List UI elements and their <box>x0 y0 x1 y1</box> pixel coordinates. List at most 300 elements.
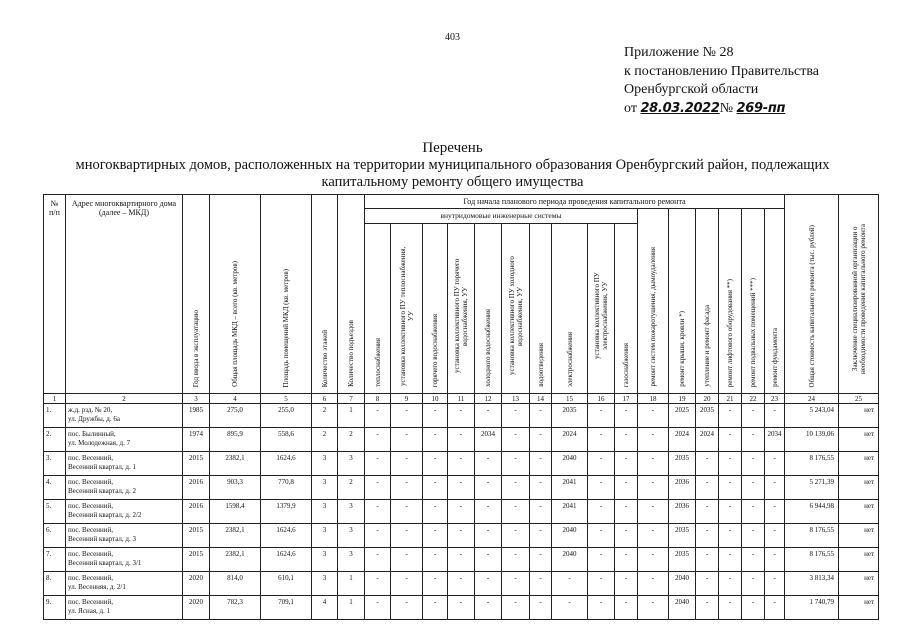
row-period-cell: - <box>615 500 638 524</box>
row-year: 2020 <box>183 572 210 596</box>
row-area: 1598,4 <box>210 500 261 524</box>
row-year: 1985 <box>183 404 210 428</box>
row-conclusion: нет <box>839 452 879 476</box>
column-index: 11 <box>448 394 475 404</box>
column-index: 23 <box>765 394 785 404</box>
row-period-cell: - <box>552 572 588 596</box>
address-line-2: ул. Дружбы, д. 6а <box>68 415 120 423</box>
row-number: 4. <box>44 476 66 500</box>
row-period-cell: - <box>475 548 502 572</box>
row-number: 3. <box>44 452 66 476</box>
address-line-1: пос. Весенний, <box>68 574 114 582</box>
row-period-cell: - <box>588 572 615 596</box>
row-period-cell: - <box>423 572 448 596</box>
row-period-cell: - <box>448 524 475 548</box>
column-index: 25 <box>839 394 879 404</box>
row-period-cell: - <box>615 428 638 452</box>
row-year: 2016 <box>183 500 210 524</box>
row-cost: 1 740,79 <box>785 596 839 620</box>
row-period-cell: - <box>765 524 785 548</box>
header-system-2: установка коллективного ПУ теплоснабжения, УУ <box>391 223 423 393</box>
row-period-cell: - <box>588 404 615 428</box>
header-systems-group: внутридомовые инженерные системы <box>365 209 638 224</box>
column-index: 2 <box>66 394 183 404</box>
row-period-cell: 2040 <box>552 524 588 548</box>
row-address <box>66 572 183 596</box>
row-prem: 558,6 <box>261 428 312 452</box>
row-period-cell: - <box>638 596 669 620</box>
row-period-cell: - <box>765 548 785 572</box>
row-floors: 3 <box>312 524 338 548</box>
row-period-cell: - <box>719 428 742 452</box>
row-period-cell: - <box>365 596 391 620</box>
address-line-2: ул. Молодежная, д. 7 <box>68 439 131 447</box>
appendix-line-3: Оренбургской области <box>624 82 759 97</box>
row-period-cell: - <box>765 596 785 620</box>
row-period-cell: - <box>423 548 448 572</box>
row-address <box>66 452 183 476</box>
row-cost: 8 176,55 <box>785 548 839 572</box>
row-period-cell: - <box>475 572 502 596</box>
row-period-cell: 2034 <box>475 428 502 452</box>
table-row <box>44 476 879 500</box>
row-period-cell: - <box>719 476 742 500</box>
row-period-cell: - <box>475 596 502 620</box>
row-period-cell: - <box>391 500 423 524</box>
row-ent: 3 <box>338 524 365 548</box>
header-period-group: Год начала планового периода проведения капитального ремонта <box>365 195 785 209</box>
header-system-6: установка коллективного ПУ холодного водоснабжения, УУ <box>502 223 530 393</box>
row-period-cell: - <box>638 428 669 452</box>
row-address <box>66 596 183 620</box>
row-ent: 3 <box>338 500 365 524</box>
row-conclusion: нет <box>839 500 879 524</box>
row-period-cell: 2041 <box>552 476 588 500</box>
row-period-cell: - <box>423 596 448 620</box>
column-index: 1 <box>44 394 66 404</box>
row-period-cell: 2040 <box>669 596 696 620</box>
row-cost: 8 176,55 <box>785 452 839 476</box>
address-line-2: Весенний квартал, д. 3/1 <box>68 559 142 567</box>
column-index: 5 <box>261 394 312 404</box>
row-period-cell: - <box>365 524 391 548</box>
row-period-cell: - <box>615 452 638 476</box>
row-prem: 1624,6 <box>261 524 312 548</box>
row-period-cell: - <box>448 548 475 572</box>
row-period-cell: 2035 <box>669 548 696 572</box>
row-period-cell: - <box>638 404 669 428</box>
row-floors: 3 <box>312 572 338 596</box>
column-index: 3 <box>183 394 210 404</box>
row-period-cell: - <box>502 452 530 476</box>
row-period-cell: - <box>719 596 742 620</box>
row-period-cell: - <box>530 404 552 428</box>
table-row <box>44 452 879 476</box>
from-label: от <box>624 100 637 116</box>
header-conclusion: Заключение специализированной организации о необходимости проведения капитального ремонта <box>839 195 879 394</box>
row-period-cell: - <box>719 404 742 428</box>
column-index: 20 <box>696 394 719 404</box>
row-period-cell: - <box>448 476 475 500</box>
row-period-cell: - <box>530 500 552 524</box>
row-address <box>66 500 183 524</box>
decree-number: 269-пп <box>736 100 786 116</box>
row-period-cell: - <box>391 428 423 452</box>
header-system-5: холодного водоснабжения <box>475 223 502 393</box>
row-conclusion: нет <box>839 404 879 428</box>
row-period-cell: - <box>588 452 615 476</box>
header-work-6: ремонт фундамента <box>765 209 785 394</box>
row-floors: 3 <box>312 476 338 500</box>
row-period-cell: - <box>448 572 475 596</box>
header-system-7: водоотведения <box>530 223 552 393</box>
row-period-cell: - <box>742 548 765 572</box>
row-period-cell: - <box>365 572 391 596</box>
row-period-cell: - <box>502 404 530 428</box>
column-index: 19 <box>669 394 696 404</box>
row-period-cell: - <box>475 524 502 548</box>
row-period-cell: - <box>475 476 502 500</box>
row-period-cell: 2034 <box>765 428 785 452</box>
row-period-cell: - <box>502 428 530 452</box>
row-year: 2020 <box>183 596 210 620</box>
row-ent: 2 <box>338 428 365 452</box>
row-period-cell: - <box>502 524 530 548</box>
row-period-cell: - <box>742 596 765 620</box>
row-period-cell: - <box>719 548 742 572</box>
row-area: 275,0 <box>210 404 261 428</box>
column-index: 8 <box>365 394 391 404</box>
column-index: 13 <box>502 394 530 404</box>
row-period-cell: 2036 <box>669 500 696 524</box>
row-ent: 3 <box>338 452 365 476</box>
header-total-area: Общая площадь МКД – всего (кв. метров) <box>210 195 261 394</box>
header-entrances: Количество подъездов <box>338 195 365 394</box>
row-period-cell: - <box>588 524 615 548</box>
row-cost: 10 139,06 <box>785 428 839 452</box>
row-period-cell: - <box>696 476 719 500</box>
page-number: 403 <box>445 32 460 43</box>
row-period-cell: - <box>365 548 391 572</box>
header-work-5: ремонт подвальных помещений ***) <box>742 209 765 394</box>
row-period-cell: - <box>719 572 742 596</box>
row-period-cell: - <box>638 524 669 548</box>
row-period-cell: - <box>502 500 530 524</box>
row-period-cell: - <box>448 500 475 524</box>
row-year: 2015 <box>183 452 210 476</box>
row-cost: 3 813,34 <box>785 572 839 596</box>
address-line-1: ж.д. рзд. № 20, <box>68 406 113 414</box>
row-period-cell: - <box>530 476 552 500</box>
row-period-cell: 2040 <box>552 548 588 572</box>
row-year: 2015 <box>183 524 210 548</box>
row-period-cell: - <box>742 452 765 476</box>
row-period-cell: 2025 <box>669 404 696 428</box>
row-period-cell: - <box>719 524 742 548</box>
row-address <box>66 428 183 452</box>
row-period-cell: - <box>615 572 638 596</box>
row-cost: 6 944,98 <box>785 500 839 524</box>
row-number: 2. <box>44 428 66 452</box>
row-ent: 1 <box>338 404 365 428</box>
column-index: 15 <box>552 394 588 404</box>
row-period-cell: - <box>530 548 552 572</box>
row-period-cell: - <box>530 428 552 452</box>
row-period-cell: - <box>765 452 785 476</box>
row-floors: 3 <box>312 548 338 572</box>
header-work-3: утепление и ремонт фасада <box>696 209 719 394</box>
row-period-cell: - <box>696 452 719 476</box>
row-area: 2382,1 <box>210 452 261 476</box>
row-number: 5. <box>44 500 66 524</box>
row-period-cell: - <box>742 404 765 428</box>
row-period-cell: 2035 <box>669 524 696 548</box>
appendix-line-2: к постановлению Правительства <box>624 63 820 79</box>
row-year: 2016 <box>183 476 210 500</box>
column-index: 17 <box>615 394 638 404</box>
row-floors: 4 <box>312 596 338 620</box>
title-line-1: Перечень <box>422 140 483 156</box>
row-period-cell: - <box>765 476 785 500</box>
row-period-cell: - <box>588 476 615 500</box>
row-period-cell: - <box>391 404 423 428</box>
row-period-cell: - <box>502 476 530 500</box>
address-line-1: пос. Весенний, <box>68 454 114 462</box>
address-line-2: Весенний квартал, д. 1 <box>68 463 136 471</box>
row-period-cell: - <box>365 452 391 476</box>
column-index: 22 <box>742 394 765 404</box>
row-period-cell: - <box>638 500 669 524</box>
row-period-cell: - <box>448 452 475 476</box>
column-index: 21 <box>719 394 742 404</box>
row-period-cell: - <box>765 500 785 524</box>
column-index: 16 <box>588 394 615 404</box>
header-work-4: ремонт лифтового оборудования **) <box>719 209 742 394</box>
row-period-cell: - <box>365 500 391 524</box>
row-period-cell: - <box>423 452 448 476</box>
row-period-cell: - <box>365 404 391 428</box>
row-period-cell: - <box>742 500 765 524</box>
appendix-block <box>624 44 819 118</box>
row-period-cell: - <box>365 428 391 452</box>
row-period-cell: - <box>615 596 638 620</box>
column-index: 4 <box>210 394 261 404</box>
header-system-3: горячего водоснабжения <box>423 223 448 393</box>
address-line-1: пос. Весенний, <box>68 598 114 606</box>
row-conclusion: нет <box>839 596 879 620</box>
table-row <box>44 524 879 548</box>
row-area: 903,3 <box>210 476 261 500</box>
row-period-cell: - <box>588 428 615 452</box>
row-period-cell: - <box>742 428 765 452</box>
row-prem: 709,1 <box>261 596 312 620</box>
row-address <box>66 524 183 548</box>
address-line-1: пос. Весенний, <box>68 550 114 558</box>
row-period-cell: 2035 <box>669 452 696 476</box>
row-floors: 3 <box>312 452 338 476</box>
row-period-cell: - <box>423 428 448 452</box>
row-floors: 2 <box>312 428 338 452</box>
column-index: 7 <box>338 394 365 404</box>
row-period-cell: - <box>696 500 719 524</box>
row-address <box>66 404 183 428</box>
column-index-row <box>44 394 879 404</box>
header-system-8: электроснабжения <box>552 223 588 393</box>
row-conclusion: нет <box>839 524 879 548</box>
header-system-10: газоснабжения <box>615 223 638 393</box>
row-conclusion: нет <box>839 428 879 452</box>
row-floors: 3 <box>312 500 338 524</box>
row-period-cell: 2035 <box>552 404 588 428</box>
row-period-cell: - <box>588 548 615 572</box>
header-system-4: установка коллективного ПУ горячего водоснабжения, УУ <box>448 223 475 393</box>
table-row <box>44 404 879 428</box>
row-ent: 1 <box>338 572 365 596</box>
row-area: 2382,1 <box>210 524 261 548</box>
row-period-cell: 2024 <box>552 428 588 452</box>
row-address <box>66 476 183 500</box>
row-period-cell: - <box>719 452 742 476</box>
row-period-cell: - <box>423 404 448 428</box>
row-period-cell: - <box>423 476 448 500</box>
row-period-cell: - <box>448 428 475 452</box>
row-period-cell: - <box>552 596 588 620</box>
row-period-cell: - <box>696 572 719 596</box>
column-index: 10 <box>423 394 448 404</box>
row-conclusion: нет <box>839 548 879 572</box>
header-year: Год ввода в эксплуатацию <box>183 195 210 394</box>
row-period-cell: - <box>391 524 423 548</box>
row-period-cell: - <box>696 548 719 572</box>
table-row <box>44 596 879 620</box>
row-area: 814,0 <box>210 572 261 596</box>
row-period-cell: - <box>742 476 765 500</box>
address-line-1: пос. Весенний, <box>68 502 114 510</box>
row-prem: 1624,6 <box>261 548 312 572</box>
row-number: 6. <box>44 524 66 548</box>
row-number: 1. <box>44 404 66 428</box>
row-period-cell: - <box>765 572 785 596</box>
row-period-cell: - <box>391 476 423 500</box>
row-period-cell: - <box>742 524 765 548</box>
header-system-1: теплоснабжения <box>365 223 391 393</box>
row-year: 2015 <box>183 548 210 572</box>
header-work-2: ремонт крыши, кровли *) <box>669 209 696 394</box>
row-period-cell: - <box>638 476 669 500</box>
row-period-cell: 2035 <box>696 404 719 428</box>
row-period-cell: 2041 <box>552 500 588 524</box>
row-period-cell: - <box>391 548 423 572</box>
row-period-cell: - <box>365 476 391 500</box>
row-cost: 5 243,04 <box>785 404 839 428</box>
header-cost: Общая стоимость капитального ремонта (тыс. рублей) <box>785 195 839 394</box>
row-area: 895,9 <box>210 428 261 452</box>
row-period-cell: - <box>588 596 615 620</box>
row-period-cell: - <box>475 452 502 476</box>
table-row <box>44 572 879 596</box>
address-line-2: Весенний квартал, д. 2 <box>68 487 136 495</box>
row-period-cell: - <box>638 452 669 476</box>
header-premises-area: Площадь помещений МКД (кв. метров) <box>261 195 312 394</box>
row-period-cell: - <box>448 404 475 428</box>
document-title <box>0 140 905 191</box>
row-period-cell: - <box>696 596 719 620</box>
row-period-cell: - <box>530 596 552 620</box>
repair-table <box>43 194 879 620</box>
row-period-cell: - <box>615 476 638 500</box>
title-line-3: капитальному ремонту общего имущества <box>321 174 584 190</box>
header-work-1: ремонт систем пожаротушения, дымоудаления <box>638 209 669 394</box>
row-period-cell: 2040 <box>669 572 696 596</box>
row-period-cell: - <box>588 500 615 524</box>
row-ent: 2 <box>338 476 365 500</box>
row-period-cell: 2024 <box>669 428 696 452</box>
column-index: 9 <box>391 394 423 404</box>
row-period-cell: - <box>638 572 669 596</box>
row-year: 1974 <box>183 428 210 452</box>
table-row <box>44 428 879 452</box>
column-index: 12 <box>475 394 502 404</box>
row-period-cell: - <box>391 596 423 620</box>
row-cost: 8 176,55 <box>785 524 839 548</box>
address-line-2: ул. Ясная, д. 1 <box>68 607 111 615</box>
column-index: 24 <box>785 394 839 404</box>
header-address: Адрес многоквартирного дома (далее – МКД) <box>66 195 183 394</box>
number-label: № <box>719 100 734 116</box>
row-period-cell: - <box>742 572 765 596</box>
table-row <box>44 500 879 524</box>
row-period-cell: - <box>502 596 530 620</box>
row-period-cell: 2040 <box>552 452 588 476</box>
row-period-cell: - <box>696 524 719 548</box>
row-prem: 770,8 <box>261 476 312 500</box>
address-line-2: Весенний квартал, д. 2/2 <box>68 511 142 519</box>
column-index: 18 <box>638 394 669 404</box>
row-period-cell: - <box>448 596 475 620</box>
title-line-2: многоквартирных домов, расположенных на территории муниципального образования Оренбургский район, подлежащих <box>75 157 830 173</box>
address-line-2: Весенний квартал, д. 3 <box>68 535 136 543</box>
row-prem: 610,1 <box>261 572 312 596</box>
row-period-cell: 2036 <box>669 476 696 500</box>
row-period-cell: - <box>530 452 552 476</box>
row-floors: 2 <box>312 404 338 428</box>
row-period-cell: - <box>530 524 552 548</box>
row-prem: 1624,6 <box>261 452 312 476</box>
row-period-cell: - <box>615 404 638 428</box>
row-period-cell: - <box>391 572 423 596</box>
row-period-cell: - <box>391 452 423 476</box>
header-system-9: установка коллективного ПУ электроснабжения, УУ <box>588 223 615 393</box>
column-index: 6 <box>312 394 338 404</box>
row-period-cell: - <box>765 404 785 428</box>
row-area: 2382,1 <box>210 548 261 572</box>
row-number: 9. <box>44 596 66 620</box>
row-period-cell: - <box>502 572 530 596</box>
row-period-cell: 2024 <box>696 428 719 452</box>
table-row <box>44 548 879 572</box>
row-address <box>66 548 183 572</box>
address-line-1: пос. Весенний, <box>68 526 114 534</box>
row-cost: 5 271,39 <box>785 476 839 500</box>
row-ent: 3 <box>338 548 365 572</box>
row-prem: 1379,9 <box>261 500 312 524</box>
column-index: 14 <box>530 394 552 404</box>
row-number: 7. <box>44 548 66 572</box>
row-period-cell: - <box>475 404 502 428</box>
header-floors: Количество этажей <box>312 195 338 394</box>
row-period-cell: - <box>638 548 669 572</box>
row-period-cell: - <box>719 500 742 524</box>
